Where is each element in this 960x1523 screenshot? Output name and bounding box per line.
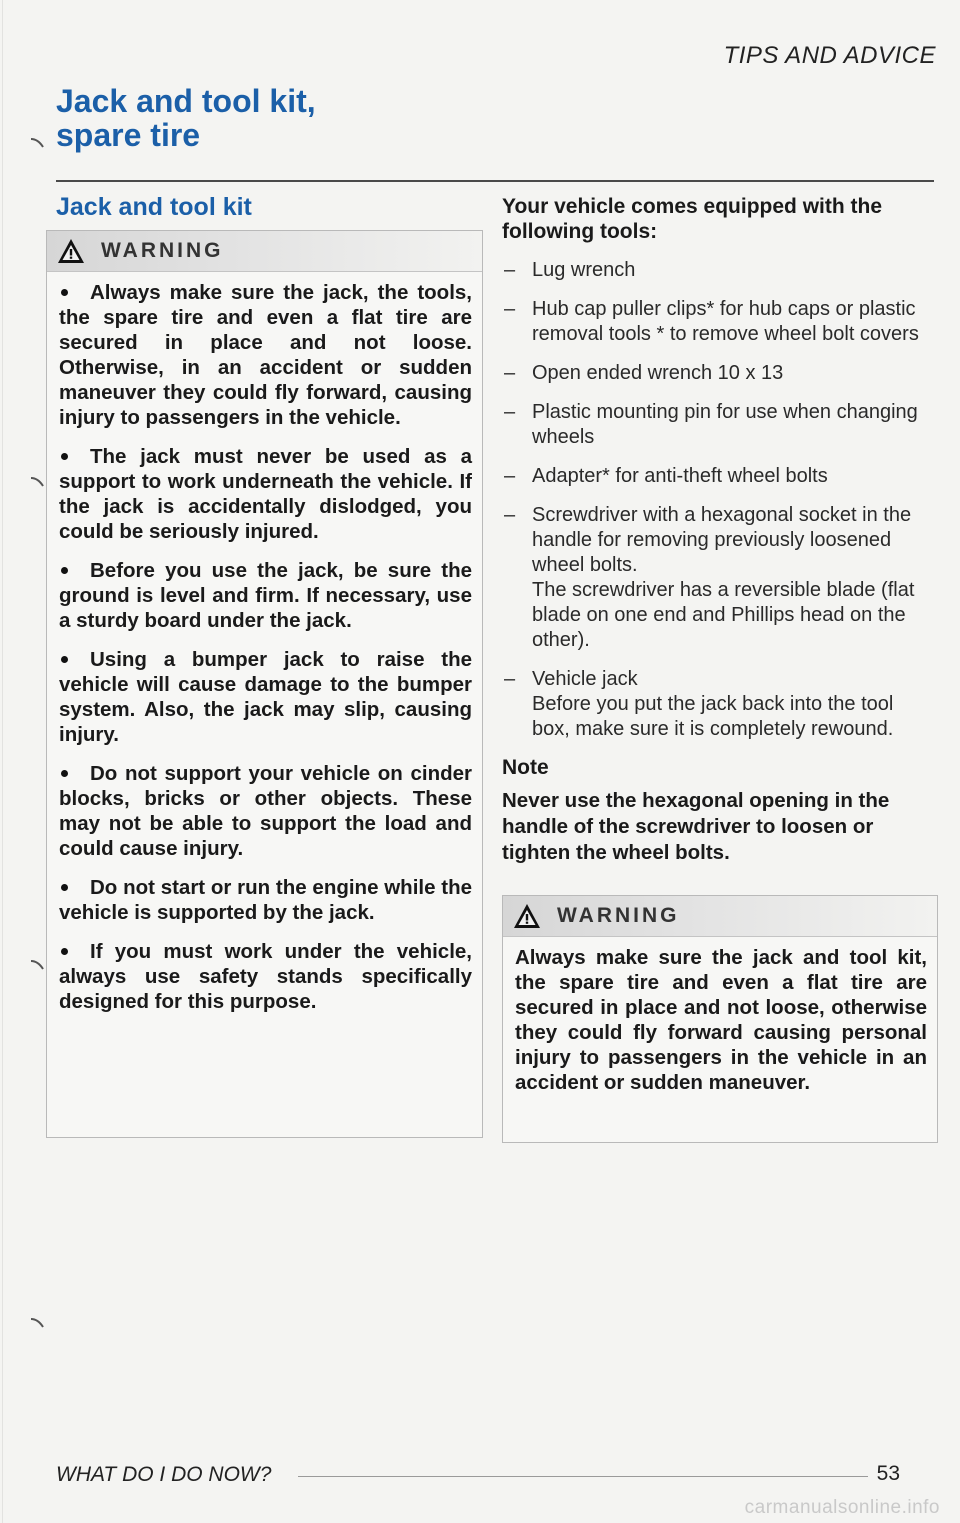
tool-list xyxy=(502,258,936,742)
margin-tick-mark xyxy=(30,960,44,970)
dash-icon: – xyxy=(504,401,516,423)
bullet-icon xyxy=(61,948,68,955)
dash-icon: – xyxy=(504,298,516,320)
note-text: Never use the hexagonal opening in the handle of the screwdriver to loosen or tighten the wheel bolts. xyxy=(502,789,890,864)
dash-icon: – xyxy=(504,668,516,690)
warning-item: Always make sure the jack, the tools, the spare tire and even a flat tire are secured in place and not loose. Otherwise, in an accident or sudden maneuver they could fly forward, causing injury to passengers in the vehicle. xyxy=(59,281,472,429)
warning-header xyxy=(47,231,482,272)
warning-item: Using a bumper jack to raise the vehicle will cause damage to the bumper system. Also, the jack may slip, causing injury. xyxy=(59,648,472,746)
jack-detail: Before you put the jack back into the tool box, make sure it is completely rewound. xyxy=(532,693,894,740)
list-item: – Open ended wrench 10 x 13 xyxy=(504,362,784,384)
screwdriver-detail: The screwdriver has a reversible blade (flat blade on one end and Phillips head on the other). xyxy=(532,579,915,651)
bullet-icon xyxy=(61,656,68,663)
warning-header xyxy=(503,896,937,937)
dash-icon: – xyxy=(504,362,516,384)
bullet-icon xyxy=(61,770,68,777)
bullet-icon xyxy=(61,289,68,296)
page-title-line-2: spare tire xyxy=(56,117,201,153)
warning-body xyxy=(503,937,937,1105)
warning-item: Before you use the jack, be sure the ground is level and firm. If necessary, use a sturdy board under the jack. xyxy=(59,559,472,632)
footer-label: WHAT DO I DO NOW? xyxy=(56,1463,272,1486)
footer-divider xyxy=(298,1476,868,1477)
watermark: carmanualsonline.info xyxy=(744,1497,940,1518)
list-item: – Screwdriver with a hexagonal socket in the handle for removing previously loosened wheel bolts. The screwdriver has a reversible blade (flat blade on one end and Phillips head on the other). xyxy=(502,503,936,653)
dash-icon: – xyxy=(504,504,516,526)
dash-icon: – xyxy=(504,259,516,281)
equipment-heading: Your vehicle comes equipped with the following tools: xyxy=(502,195,883,243)
warning-item: The jack must never be used as a support to work underneath the vehicle. If the jack is accidentally dislodged, you could be seriously injured. xyxy=(59,445,472,543)
warning-title: WARNING xyxy=(101,239,224,262)
warning-item: Do not support your vehicle on cinder blocks, bricks or other objects. These may not be able to support the load and could cause injury. xyxy=(59,762,472,860)
warning-box-left xyxy=(46,230,483,1138)
warning-triangle-icon xyxy=(57,238,85,264)
page-title xyxy=(56,84,316,152)
warning-item: If you must work under the vehicle, always use safety stands specifically designed for this purpose. xyxy=(59,940,472,1013)
list-item: – Vehicle jack Before you put the jack back into the tool box, make sure it is completely rewound. xyxy=(502,667,936,742)
note-label: Note xyxy=(502,756,549,779)
dash-icon: – xyxy=(504,465,516,487)
section-label: TIPS AND ADVICE xyxy=(723,42,936,69)
list-item: – Hub cap puller clips* for hub caps or plastic removal tools * to remove wheel bolt covers xyxy=(504,298,919,345)
margin-tick-mark xyxy=(30,1318,44,1328)
header-divider xyxy=(56,180,934,182)
list-item: – Lug wrench xyxy=(504,259,636,281)
bullet-icon xyxy=(61,453,68,460)
page-title-line-1: Jack and tool kit, xyxy=(56,83,316,119)
subsection-title: Jack and tool kit xyxy=(56,193,252,221)
warning-text: Always make sure the jack and tool kit, the spare tire and even a flat tire are secured in place and not loose, otherwise they could fly forward causing personal injury to passengers in the vehicle in an accident or sudden maneuver. xyxy=(515,946,927,1094)
bullet-icon xyxy=(61,884,68,891)
warning-item: Do not start or run the engine while the vehicle is supported by the jack. xyxy=(59,876,472,924)
page-edge xyxy=(2,0,3,1523)
margin-tick-mark xyxy=(30,477,44,487)
warning-triangle-icon xyxy=(513,903,541,929)
warning-box-right xyxy=(502,895,938,1143)
margin-tick-mark xyxy=(30,138,44,148)
list-item: – Adapter* for anti-theft wheel bolts xyxy=(504,465,828,487)
bullet-icon xyxy=(61,567,68,574)
right-column xyxy=(502,194,936,866)
warning-title: WARNING xyxy=(557,904,680,927)
page-number: 53 xyxy=(876,1462,900,1485)
warning-body xyxy=(47,272,482,1024)
list-item: – Plastic mounting pin for use when changing wheels xyxy=(504,401,918,448)
